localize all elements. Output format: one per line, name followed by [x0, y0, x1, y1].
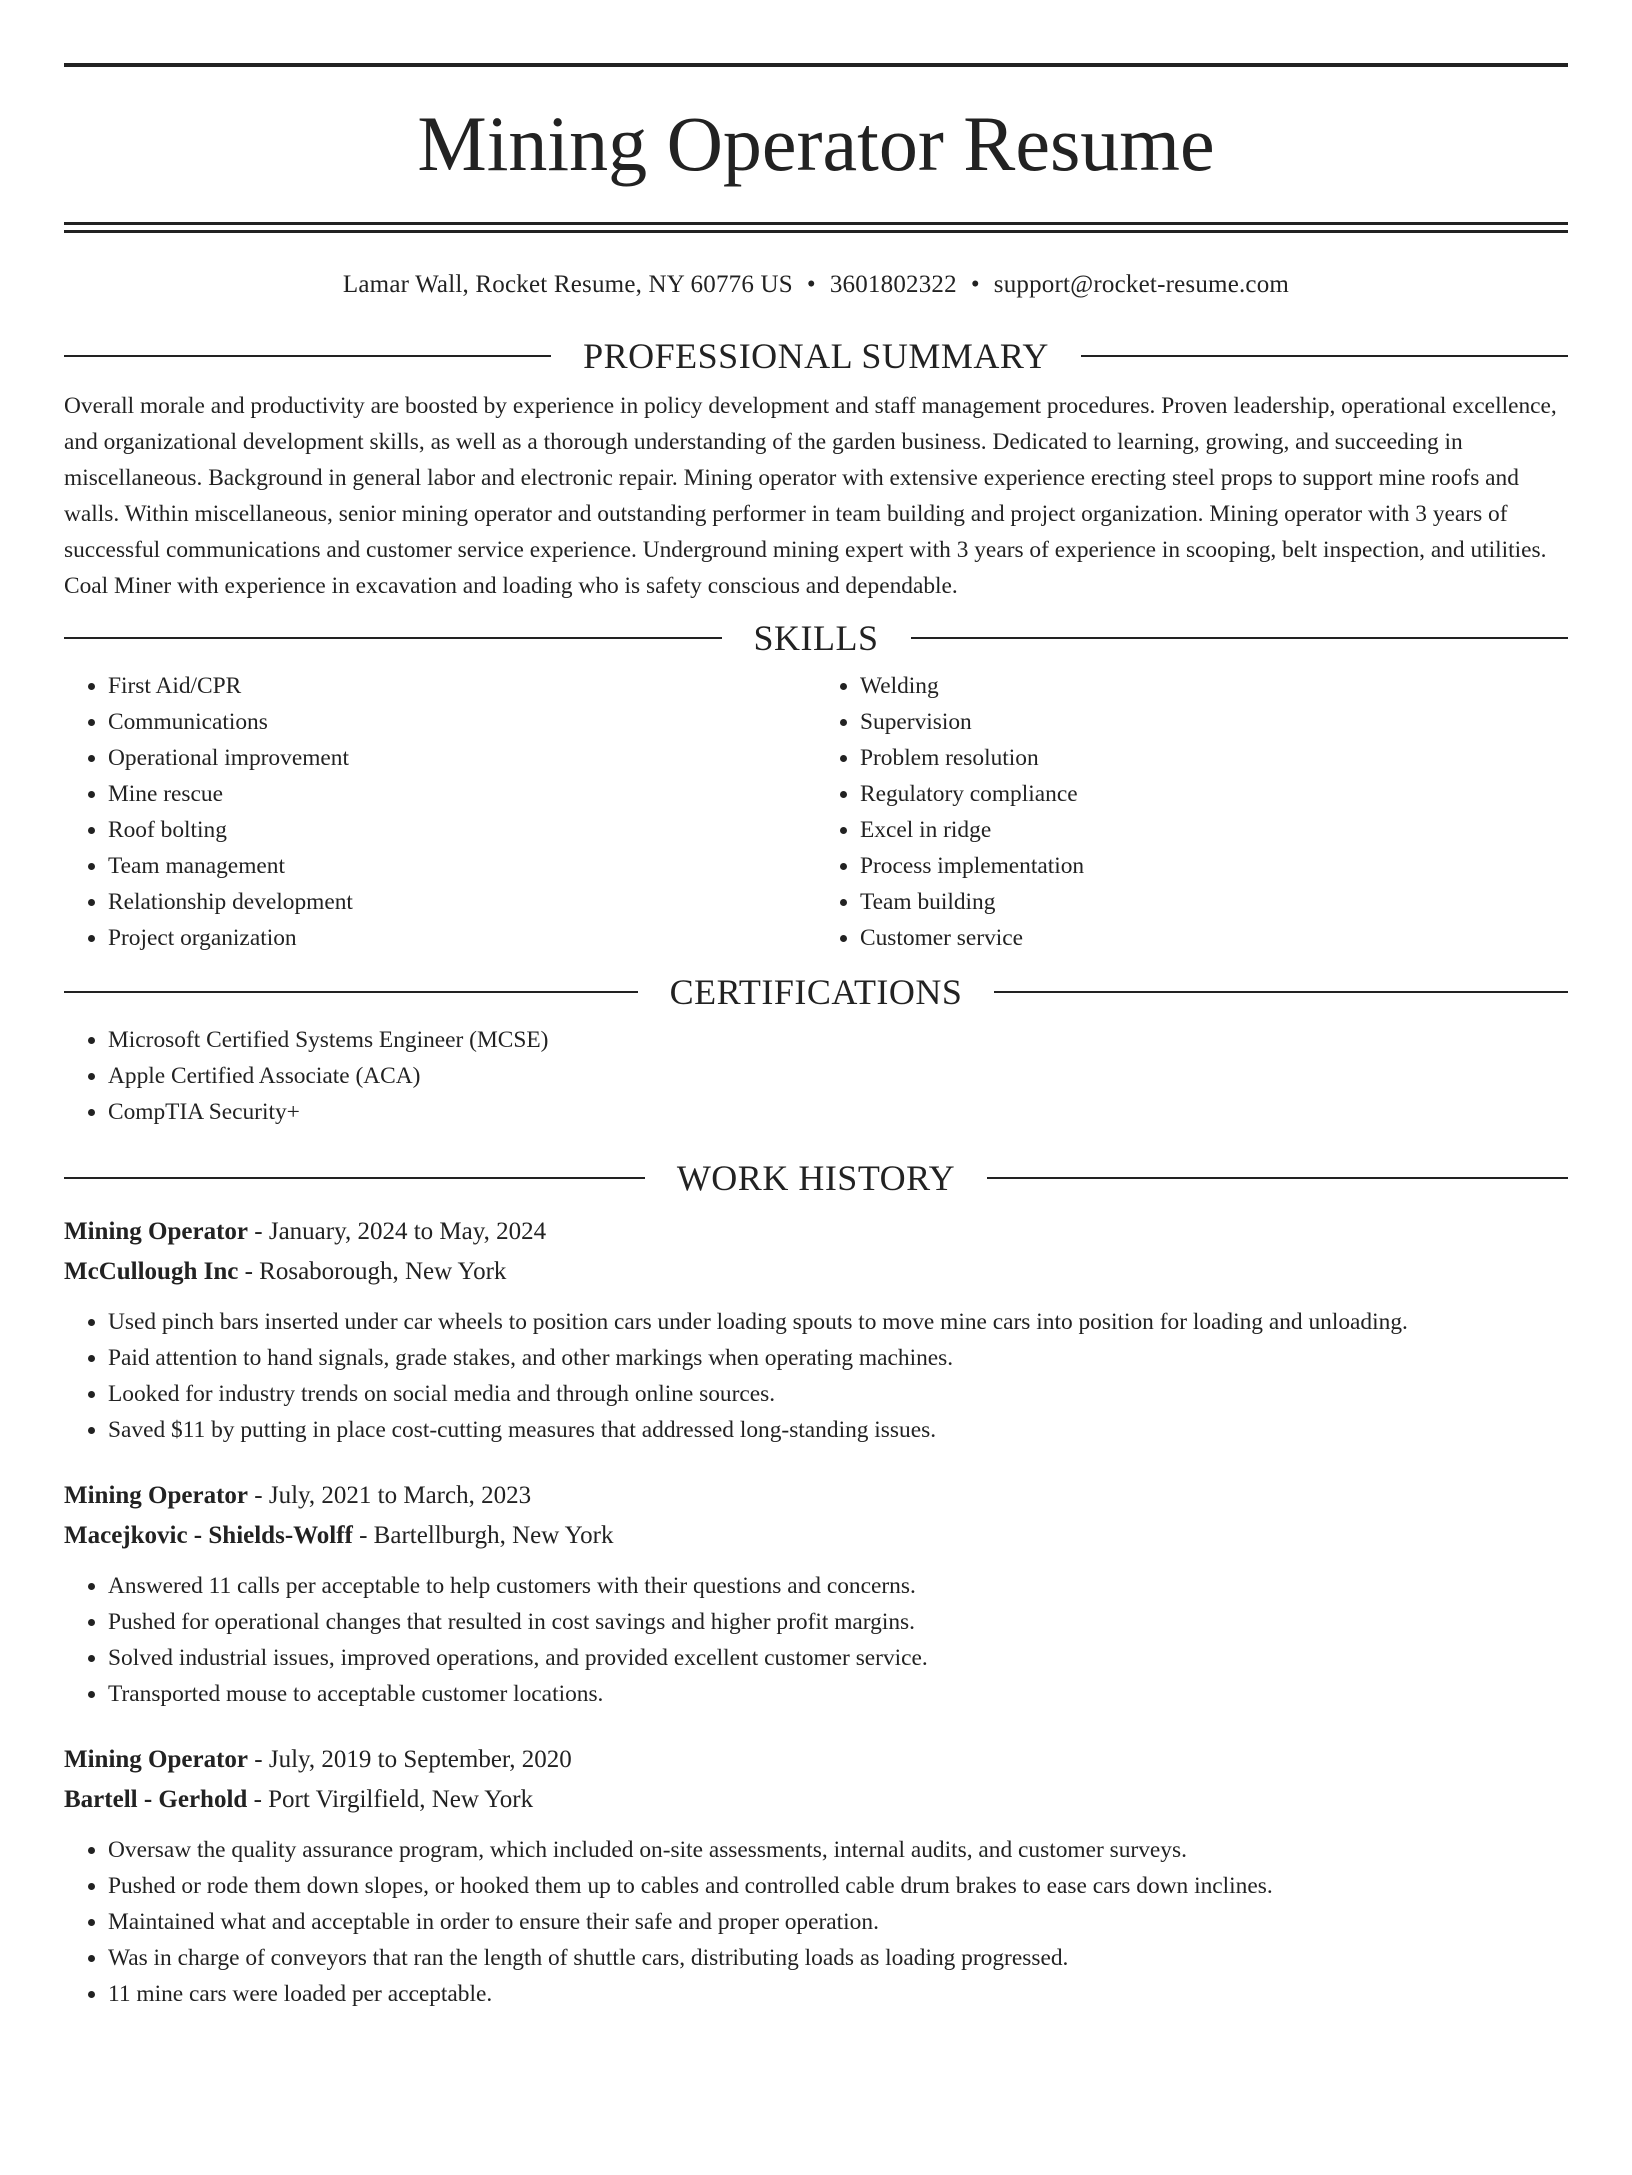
certification-item: • Microsoft Certified Systems Engineer (MCSE) [108, 1022, 1568, 1058]
section-rule [64, 991, 638, 993]
section-rule [64, 637, 722, 639]
contact-phone: 3601802322 [829, 271, 957, 298]
work-history-list [64, 1212, 1568, 2012]
skill-item: • Welding [860, 668, 1568, 704]
section-rule [1081, 355, 1568, 357]
section-title-skills: SKILLS [753, 618, 879, 658]
job-dates: - July, 2021 to March, 2023 [248, 1482, 532, 1509]
skill-item: • Operational improvement [108, 740, 816, 776]
skill-item: • Mine rescue [108, 776, 816, 812]
contact-separator: • [970, 271, 980, 298]
section-header-certifications [64, 972, 1568, 1012]
job-company: Bartell - Gerhold [64, 1786, 248, 1813]
contact-separator: • [806, 271, 816, 298]
job-bullet: • Used pinch bars inserted under car wheels to position cars under loading spouts to move mine cars into position for loading and unloading. [108, 1304, 1568, 1340]
section-title-summary: PROFESSIONAL SUMMARY [583, 336, 1049, 376]
job-title-line [64, 1740, 1568, 1780]
skill-item: • Team building [860, 884, 1568, 920]
job-title-line [64, 1476, 1568, 1516]
job-bullet: • Pushed or rode them down slopes, or hooked them up to cables and controlled cable drum brakes to ease cars down inclines. [108, 1868, 1568, 1904]
certification-item: • Apple Certified Associate (ACA) [108, 1058, 1568, 1094]
section-title-certifications: CERTIFICATIONS [669, 972, 963, 1012]
section-title-work-history: WORK HISTORY [676, 1158, 956, 1198]
certifications-list [64, 1022, 1568, 1130]
job-bullet: • Transported mouse to acceptable customer locations. [108, 1676, 1568, 1712]
section-rule [64, 1177, 645, 1179]
skill-item: • Excel in ridge [860, 812, 1568, 848]
certification-item: • CompTIA Security+ [108, 1094, 1568, 1130]
section-header-skills [64, 618, 1568, 658]
skills-list-left [64, 668, 816, 956]
job-company-line [64, 1780, 1568, 1820]
job-bullets [64, 1304, 1568, 1448]
job-bullet: • Saved $11 by putting in place cost-cutting measures that addressed long-standing issues. [108, 1412, 1568, 1448]
job-bullet: • Paid attention to hand signals, grade stakes, and other markings when operating machines. [108, 1340, 1568, 1376]
skill-item: • Process implementation [860, 848, 1568, 884]
job-title-line [64, 1212, 1568, 1252]
top-rule [64, 63, 1568, 67]
section-rule [64, 355, 551, 357]
job-company-line [64, 1252, 1568, 1292]
job-company-line [64, 1516, 1568, 1556]
job-bullet: • Looked for industry trends on social media and through online sources. [108, 1376, 1568, 1412]
job-dates: - July, 2019 to September, 2020 [248, 1746, 572, 1773]
contact-line [64, 269, 1568, 301]
job-bullet: • Pushed for operational changes that resulted in cost savings and higher profit margins. [108, 1604, 1568, 1640]
section-rule [987, 1177, 1568, 1179]
skill-item: • Problem resolution [860, 740, 1568, 776]
contact-email: support@rocket-resume.com [993, 271, 1290, 298]
skill-item: • Supervision [860, 704, 1568, 740]
job-bullet: • 11 mine cars were loaded per acceptable. [108, 1976, 1568, 2012]
job-bullet: • Maintained what and acceptable in order to ensure their safe and proper operation. [108, 1904, 1568, 1940]
job-dates: - January, 2024 to May, 2024 [248, 1218, 547, 1245]
job-company: McCullough Inc [64, 1258, 239, 1285]
skill-item: • Team management [108, 848, 816, 884]
resume-page [0, 63, 1632, 2175]
skill-item: • Communications [108, 704, 816, 740]
contact-address: Lamar Wall, Rocket Resume, NY 60776 US [342, 271, 793, 298]
skill-item: • Roof bolting [108, 812, 816, 848]
section-rule [994, 991, 1568, 993]
job-bullet: • Oversaw the quality assurance program, which included on-site assessments, internal audits, and customer surveys. [108, 1832, 1568, 1868]
job-bullet: • Answered 11 calls per acceptable to help customers with their questions and concerns. [108, 1568, 1568, 1604]
job-bullet: • Solved industrial issues, improved operations, and provided excellent customer service. [108, 1640, 1568, 1676]
skills-list-right [816, 668, 1568, 956]
job-title: Mining Operator [64, 1482, 249, 1509]
job-location: - Rosaborough, New York [238, 1258, 507, 1285]
section-header-work-history [64, 1158, 1568, 1198]
job-title: Mining Operator [64, 1218, 249, 1245]
skill-item: • Customer service [860, 920, 1568, 956]
job-title: Mining Operator [64, 1746, 249, 1773]
job-entry [64, 1476, 1568, 1712]
job-company: Macejkovic - Shields-Wolff [64, 1522, 353, 1549]
job-entry [64, 1212, 1568, 1448]
skill-item: • Project organization [108, 920, 816, 956]
skill-item: • First Aid/CPR [108, 668, 816, 704]
summary-text: Overall morale and productivity are boosted by experience in policy development and staff management procedures. Proven leadership, operational excellence, and organizational development skills, as well as a thorough understanding of the garden business. Dedicated to learning, growing, and succeeding in miscellaneous. Background in general labor and electronic repair. Mining operator with extensive experience erecting steel props to support mine roofs and walls. Within miscellaneous, senior mining operator and outstanding performer in team building and project organization. Mining operator with 3 years of successful communications and customer service experience. Underground mining expert with 3 years of experience in scooping, belt inspection, and utilities. Coal Miner with experience in excavation and loading who is safety conscious and dependable. [64, 393, 1557, 599]
job-location: - Port Virgilfield, New York [247, 1786, 534, 1813]
job-bullets [64, 1832, 1568, 2012]
skill-item: • Relationship development [108, 884, 816, 920]
job-bullet: • Was in charge of conveyors that ran the length of shuttle cars, distributing loads as loading progressed. [108, 1940, 1568, 1976]
section-header-summary [64, 336, 1568, 376]
skill-item: • Regulatory compliance [860, 776, 1568, 812]
skills-columns [64, 668, 1568, 956]
job-entry [64, 1740, 1568, 2012]
title-double-rule [64, 222, 1568, 233]
page-title: Mining Operator Resume [417, 100, 1215, 187]
job-location: - Bartellburgh, New York [352, 1522, 614, 1549]
section-rule [911, 637, 1569, 639]
job-bullets [64, 1568, 1568, 1712]
